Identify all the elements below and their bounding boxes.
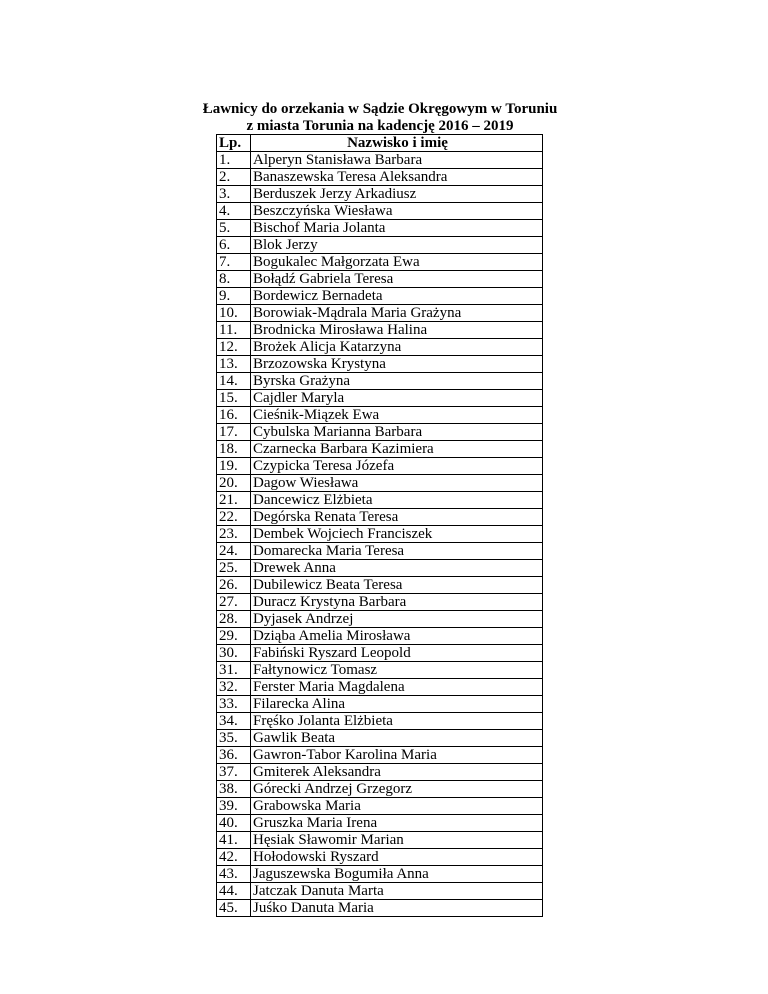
row-number: 38. — [217, 781, 251, 798]
table-body — [217, 152, 543, 917]
person-name: Domarecka Maria Teresa — [251, 543, 543, 560]
person-name: Gawlik Beata — [251, 730, 543, 747]
column-header-lp: Lp. — [217, 135, 251, 152]
person-name: Ferster Maria Magdalena — [251, 679, 543, 696]
row-number: 7. — [217, 254, 251, 271]
person-name: Fałtynowicz Tomasz — [251, 662, 543, 679]
row-number: 8. — [217, 271, 251, 288]
row-number: 6. — [217, 237, 251, 254]
table-row — [217, 390, 543, 407]
row-number: 1. — [217, 152, 251, 169]
person-name: Jaguszewska Bogumiła Anna — [251, 866, 543, 883]
person-name: Borowiak-Mądrala Maria Grażyna — [251, 305, 543, 322]
row-number: 11. — [217, 322, 251, 339]
row-number: 23. — [217, 526, 251, 543]
person-name: Fręśko Jolanta Elżbieta — [251, 713, 543, 730]
person-name: Dembek Wojciech Franciszek — [251, 526, 543, 543]
row-number: 16. — [217, 407, 251, 424]
table-row — [217, 628, 543, 645]
row-number: 40. — [217, 815, 251, 832]
person-name: Duracz Krystyna Barbara — [251, 594, 543, 611]
table-row — [217, 356, 543, 373]
table-row — [217, 747, 543, 764]
person-name: Bołądź Gabriela Teresa — [251, 271, 543, 288]
table-row — [217, 186, 543, 203]
row-number: 21. — [217, 492, 251, 509]
row-number: 45. — [217, 900, 251, 917]
person-name: Gruszka Maria Irena — [251, 815, 543, 832]
person-name: Dyjasek Andrzej — [251, 611, 543, 628]
person-name: Górecki Andrzej Grzegorz — [251, 781, 543, 798]
table-row — [217, 475, 543, 492]
table-header-row — [217, 135, 543, 152]
person-name: Czarnecka Barbara Kazimiera — [251, 441, 543, 458]
row-number: 27. — [217, 594, 251, 611]
person-name: Drewek Anna — [251, 560, 543, 577]
table-row — [217, 849, 543, 866]
row-number: 19. — [217, 458, 251, 475]
person-name: Czypicka Teresa Józefa — [251, 458, 543, 475]
document-title-line-1: Ławnicy do orzekania w Sądzie Okręgowym w Toruniu — [202, 101, 558, 117]
row-number: 25. — [217, 560, 251, 577]
row-number: 20. — [217, 475, 251, 492]
row-number: 2. — [217, 169, 251, 186]
row-number: 18. — [217, 441, 251, 458]
table-row — [217, 611, 543, 628]
person-name: Brożek Alicja Katarzyna — [251, 339, 543, 356]
table-row — [217, 220, 543, 237]
table-row — [217, 815, 543, 832]
row-number: 28. — [217, 611, 251, 628]
row-number: 13. — [217, 356, 251, 373]
row-number: 3. — [217, 186, 251, 203]
document-title-line-2: z miasta Torunia na kadencję 2016 – 2019 — [246, 118, 514, 134]
table-row — [217, 594, 543, 611]
row-number: 24. — [217, 543, 251, 560]
table-row — [217, 900, 543, 917]
row-number: 39. — [217, 798, 251, 815]
table-row — [217, 271, 543, 288]
row-number: 34. — [217, 713, 251, 730]
table-row — [217, 169, 543, 186]
person-name: Filarecka Alina — [251, 696, 543, 713]
person-name: Fabiński Ryszard Leopold — [251, 645, 543, 662]
table-row — [217, 509, 543, 526]
person-name: Dubilewicz Beata Teresa — [251, 577, 543, 594]
person-name: Grabowska Maria — [251, 798, 543, 815]
row-number: 44. — [217, 883, 251, 900]
table-row — [217, 407, 543, 424]
person-name: Brodnicka Mirosława Halina — [251, 322, 543, 339]
person-name: Hęsiak Sławomir Marian — [251, 832, 543, 849]
person-name: Bischof Maria Jolanta — [251, 220, 543, 237]
table-row — [217, 339, 543, 356]
row-number: 33. — [217, 696, 251, 713]
person-name: Byrska Grażyna — [251, 373, 543, 390]
table-row — [217, 713, 543, 730]
table-row — [217, 237, 543, 254]
table-row — [217, 526, 543, 543]
person-name: Cajdler Maryla — [251, 390, 543, 407]
row-number: 5. — [217, 220, 251, 237]
row-number: 36. — [217, 747, 251, 764]
row-number: 43. — [217, 866, 251, 883]
person-name: Bogukalec Małgorzata Ewa — [251, 254, 543, 271]
row-number: 26. — [217, 577, 251, 594]
person-name: Jatczak Danuta Marta — [251, 883, 543, 900]
column-header-name: Nazwisko i imię — [251, 135, 543, 152]
row-number: 14. — [217, 373, 251, 390]
person-name: Beszczyńska Wiesława — [251, 203, 543, 220]
table-row — [217, 798, 543, 815]
person-name: Banaszewska Teresa Aleksandra — [251, 169, 543, 186]
table-row — [217, 696, 543, 713]
person-name: Gmiterek Aleksandra — [251, 764, 543, 781]
row-number: 4. — [217, 203, 251, 220]
row-number: 37. — [217, 764, 251, 781]
person-name: Gawron-Tabor Karolina Maria — [251, 747, 543, 764]
table-row — [217, 866, 543, 883]
table-row — [217, 458, 543, 475]
person-name: Dziąba Amelia Mirosława — [251, 628, 543, 645]
person-name: Dancewicz Elżbieta — [251, 492, 543, 509]
person-name: Cybulska Marianna Barbara — [251, 424, 543, 441]
person-name: Brzozowska Krystyna — [251, 356, 543, 373]
row-number: 35. — [217, 730, 251, 747]
row-number: 17. — [217, 424, 251, 441]
person-name: Bordewicz Bernadeta — [251, 288, 543, 305]
table-row — [217, 832, 543, 849]
table-row — [217, 781, 543, 798]
table-row — [217, 662, 543, 679]
row-number: 31. — [217, 662, 251, 679]
table-row — [217, 645, 543, 662]
table-row — [217, 373, 543, 390]
person-name: Cieśnik-Miązek Ewa — [251, 407, 543, 424]
table-row — [217, 203, 543, 220]
row-number: 12. — [217, 339, 251, 356]
table-row — [217, 305, 543, 322]
row-number: 41. — [217, 832, 251, 849]
table-row — [217, 543, 543, 560]
row-number: 10. — [217, 305, 251, 322]
row-number: 15. — [217, 390, 251, 407]
row-number: 29. — [217, 628, 251, 645]
table-row — [217, 424, 543, 441]
person-name: Alperyn Stanisława Barbara — [251, 152, 543, 169]
person-name: Dagow Wiesława — [251, 475, 543, 492]
table-row — [217, 560, 543, 577]
lawnicy-table — [216, 134, 543, 917]
table-row — [217, 288, 543, 305]
table-row — [217, 679, 543, 696]
person-name: Berduszek Jerzy Arkadiusz — [251, 186, 543, 203]
table-row — [217, 883, 543, 900]
row-number: 42. — [217, 849, 251, 866]
table-row — [217, 577, 543, 594]
row-number: 30. — [217, 645, 251, 662]
table-row — [217, 322, 543, 339]
table-row — [217, 254, 543, 271]
table-row — [217, 764, 543, 781]
table-row — [217, 152, 543, 169]
person-name: Juśko Danuta Maria — [251, 900, 543, 917]
table-row — [217, 441, 543, 458]
row-number: 9. — [217, 288, 251, 305]
table-row — [217, 730, 543, 747]
person-name: Blok Jerzy — [251, 237, 543, 254]
table-row — [217, 492, 543, 509]
row-number: 22. — [217, 509, 251, 526]
person-name: Degórska Renata Teresa — [251, 509, 543, 526]
row-number: 32. — [217, 679, 251, 696]
person-name: Hołodowski Ryszard — [251, 849, 543, 866]
document-header — [180, 101, 580, 135]
